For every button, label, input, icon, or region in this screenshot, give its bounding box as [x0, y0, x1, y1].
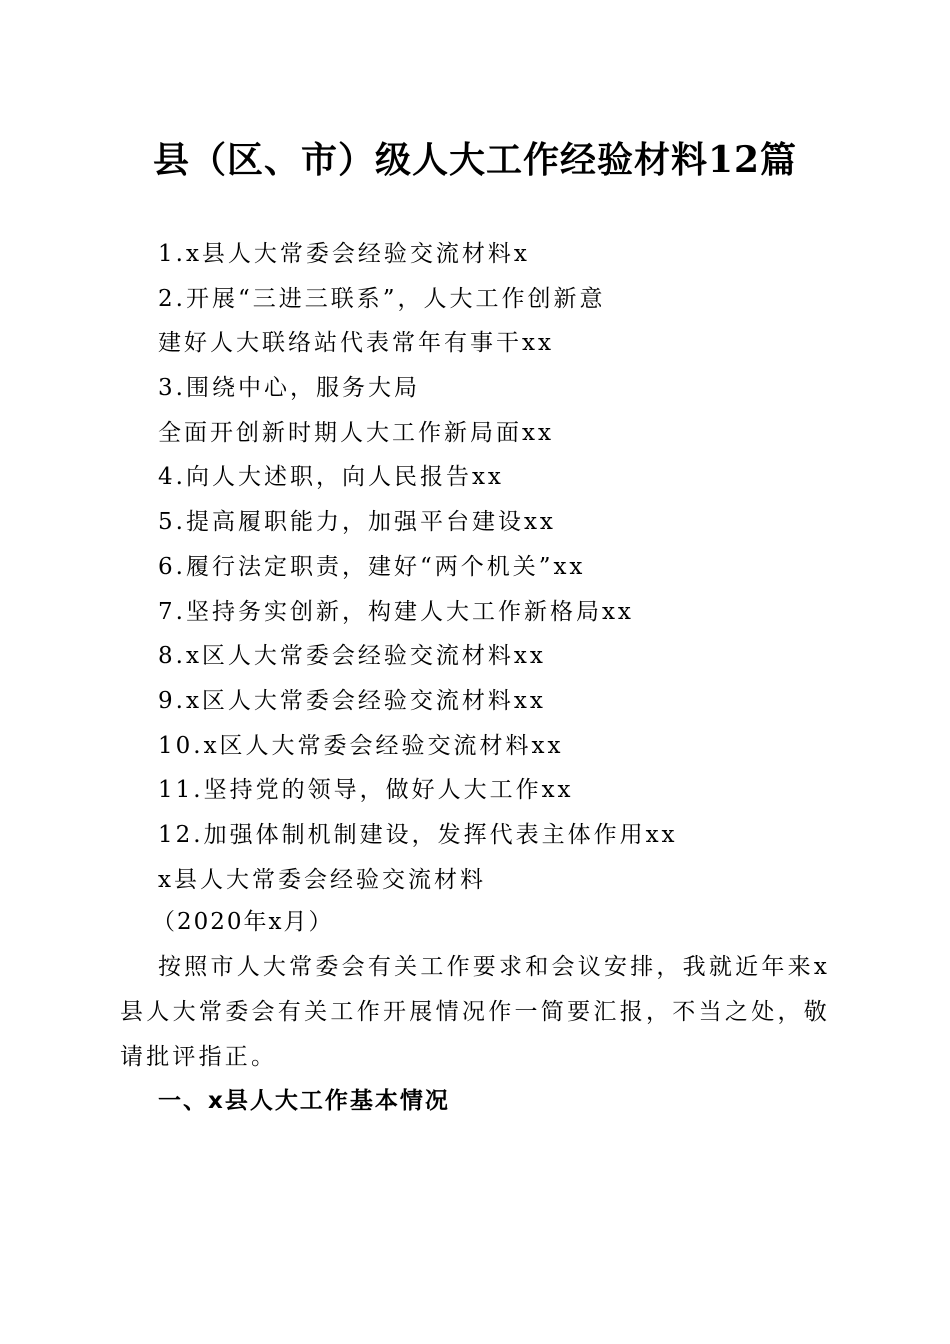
intro-paragraph: 按照市人大常委会有关工作要求和会议安排，我就近年来x县人大常委会有关工作开展情况作一简要汇报，不当之处，敬请批评指正。	[120, 954, 830, 1070]
toc-item: 10.x区人大常委会经验交流材料xx	[158, 732, 564, 759]
toc-item: 全面开创新时期人大工作新局面xx	[158, 419, 554, 446]
toc-item: 1.x县人大常委会经验交流材料x	[158, 241, 530, 267]
document-title: 县（区、市）级人大工作经验材料12篇	[152, 139, 798, 181]
toc-item: 2.开展“三进三联系”，人大工作创新意	[158, 285, 606, 312]
section-heading: 一、x县人大工作基本情况	[158, 1088, 450, 1114]
toc-item: 9.x区人大常委会经验交流材料xx	[158, 687, 546, 714]
toc-item: 11.坚持党的领导，做好人大工作xx	[158, 777, 574, 804]
toc-item: 4.向人大述职，向人民报告xx	[158, 464, 504, 491]
toc-item: 12.加强体制机制建设，发挥代表主体作用xx	[158, 821, 678, 848]
toc-item: 3.围绕中心，服务大局	[158, 375, 420, 402]
toc-item: x县人大常委会经验交流材料	[158, 866, 486, 893]
toc-item: 6.履行法定职责，建好“两个机关”xx	[158, 553, 586, 580]
toc-item: 建好人大联络站代表常年有事干xx	[158, 330, 554, 357]
toc-item: 7.坚持务实创新，构建人大工作新格局xx	[158, 598, 634, 625]
date-line: （2020年x月）	[152, 909, 334, 935]
table-of-contents	[158, 232, 858, 902]
toc-item: 8.x区人大常委会经验交流材料xx	[158, 643, 546, 670]
toc-item: 5.提高履职能力，加强平台建设xx	[158, 509, 556, 536]
